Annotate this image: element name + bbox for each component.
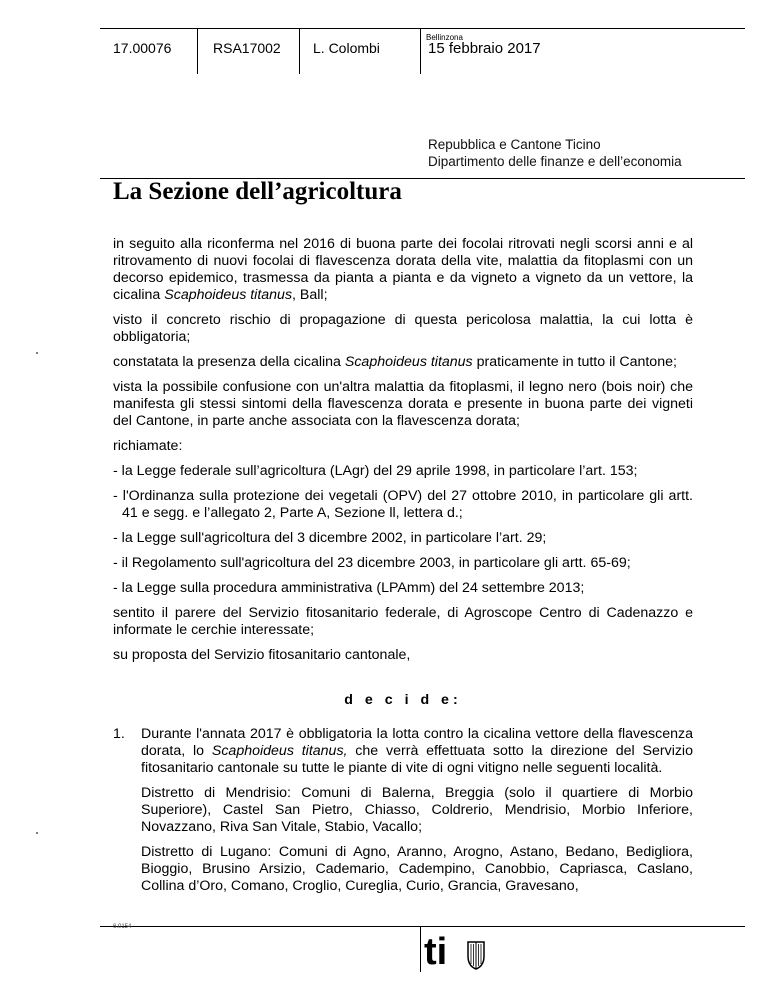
paragraph: su proposta del Servizio fitosanitario cantonale, bbox=[113, 647, 411, 663]
document-body bbox=[113, 236, 693, 903]
header-separator bbox=[197, 28, 198, 74]
coat-of-arms-icon bbox=[468, 942, 484, 969]
paragraph: in seguito alla riconferma nel 2016 di buona parte dei focolai ritrovati negli scorsi anni e al ritrovamento di nuovi focolai di flavescenza dorata della vite, malattia da fitoplasmi con un decorso epidemico, trasmessa da pianta a pianta e da vigneto a vigneto da un vettore, la cicalina Scaphoideus titanus, Ball; bbox=[113, 236, 693, 303]
district-list: Distretto di Lugano: Comuni di Agno, Aranno, Arogno, Astano, Bedano, Bedigliora, Bioggio, Brusino Arsizio, Cademario, Cadempino, Canobbio, Capriasca, Caslano, Collina d’Oro, Comano, Croglio, Cureglia, Curio, Grancia, Gravesano, bbox=[141, 844, 693, 894]
form-code: 6.0154 bbox=[113, 924, 132, 930]
legal-reference: - il Regolamento sull'agricoltura del 23 dicembre 2003, in particolare gli artt. 65-69; bbox=[113, 555, 631, 571]
document-number: 17.00076 bbox=[113, 40, 172, 56]
author-name: L. Colombi bbox=[313, 40, 380, 56]
institution-name: Repubblica e Cantone Ticino bbox=[428, 137, 601, 152]
legal-reference: - la Legge federale sull’agricoltura (LAgr) del 29 aprile 1998, in particolare l’art. 153; bbox=[113, 463, 638, 479]
paragraph: visto il concreto rischio di propagazione di questa pericolosa malattia, la cui lotta è obbligatoria; bbox=[113, 312, 693, 345]
place-label: Bellinzona bbox=[426, 33, 463, 42]
species-name: Scaphoideus titanus bbox=[344, 354, 473, 370]
item-number: 1. bbox=[113, 726, 125, 742]
header-separator bbox=[420, 28, 421, 74]
paragraph: constatata la presenza della cicalina Scaphoideus titanus praticamente in tutto il Cantone; bbox=[113, 354, 677, 370]
institution-block bbox=[428, 136, 682, 170]
logo-text: ti bbox=[424, 931, 448, 970]
paragraph: richiamate: bbox=[113, 438, 183, 454]
species-name: Scaphoideus titanus bbox=[164, 287, 293, 303]
district-list: Distretto di Mendrisio: Comuni di Balerna, Breggia (solo il quartiere di Morbio Superiore), Castel San Pietro, Chiasso, Coldrerio, Mendrisio, Morbio Inferiore, Novazzano, Riva San Vitale, Stabio, Vacallo; bbox=[141, 785, 693, 835]
canton-ticino-logo bbox=[424, 930, 486, 970]
footer-separator bbox=[420, 926, 421, 972]
registry-number: RSA17002 bbox=[213, 40, 281, 56]
decision-heading: d e c i d e: bbox=[344, 692, 462, 708]
margin-dot bbox=[36, 352, 38, 354]
paragraph: sentito il parere del Servizio fitosanitario federale, di Agroscope Centro di Cadenazzo e informate le cerchie interessate; bbox=[113, 605, 693, 638]
header-separator bbox=[299, 28, 300, 74]
legal-reference: - la Legge sull'agricoltura del 3 dicembre 2002, in particolare l’art. 29; bbox=[113, 530, 547, 546]
margin-dot bbox=[36, 832, 38, 834]
legal-reference: - l'Ordinanza sulla protezione dei vegetali (OPV) del 27 ottobre 2010, in particolare gli artt. 41 e segg. e l’allegato 2, Parte A, Sezione ll, lettera d.; bbox=[113, 488, 693, 521]
species-name: Scaphoideus titanus, bbox=[211, 743, 348, 759]
document-date: 15 febbraio 2017 bbox=[428, 40, 541, 57]
footer-rule bbox=[100, 926, 745, 927]
department-name: Dipartimento delle finanze e dell’economia bbox=[428, 154, 682, 169]
decision-item: 1. Durante l'annata 2017 è obbligatoria la lotta contro la cicalina vettore della flavescenza dorata, lo Scaphoideus titanus, che verrà effettuata sotto la direzione del Servizio fitosanitario cantonale su tutte le piante di vite di ogni vitigno nelle seguenti località. bbox=[113, 726, 693, 776]
document-title: La Sezione dell’agricoltura bbox=[113, 178, 402, 205]
paragraph: vista la possibile confusione con un'altra malattia da fitoplasmi, il legno nero (bois noir) che manifesta gli stessi sintomi della flavescenza dorata e presente in buona parte dei vigneti del Cantone, in parte anche associata con la flavescenza dorata; bbox=[113, 379, 693, 429]
legal-reference: - la Legge sulla procedura amministrativa (LPAmm) del 24 settembre 2013; bbox=[113, 580, 585, 596]
